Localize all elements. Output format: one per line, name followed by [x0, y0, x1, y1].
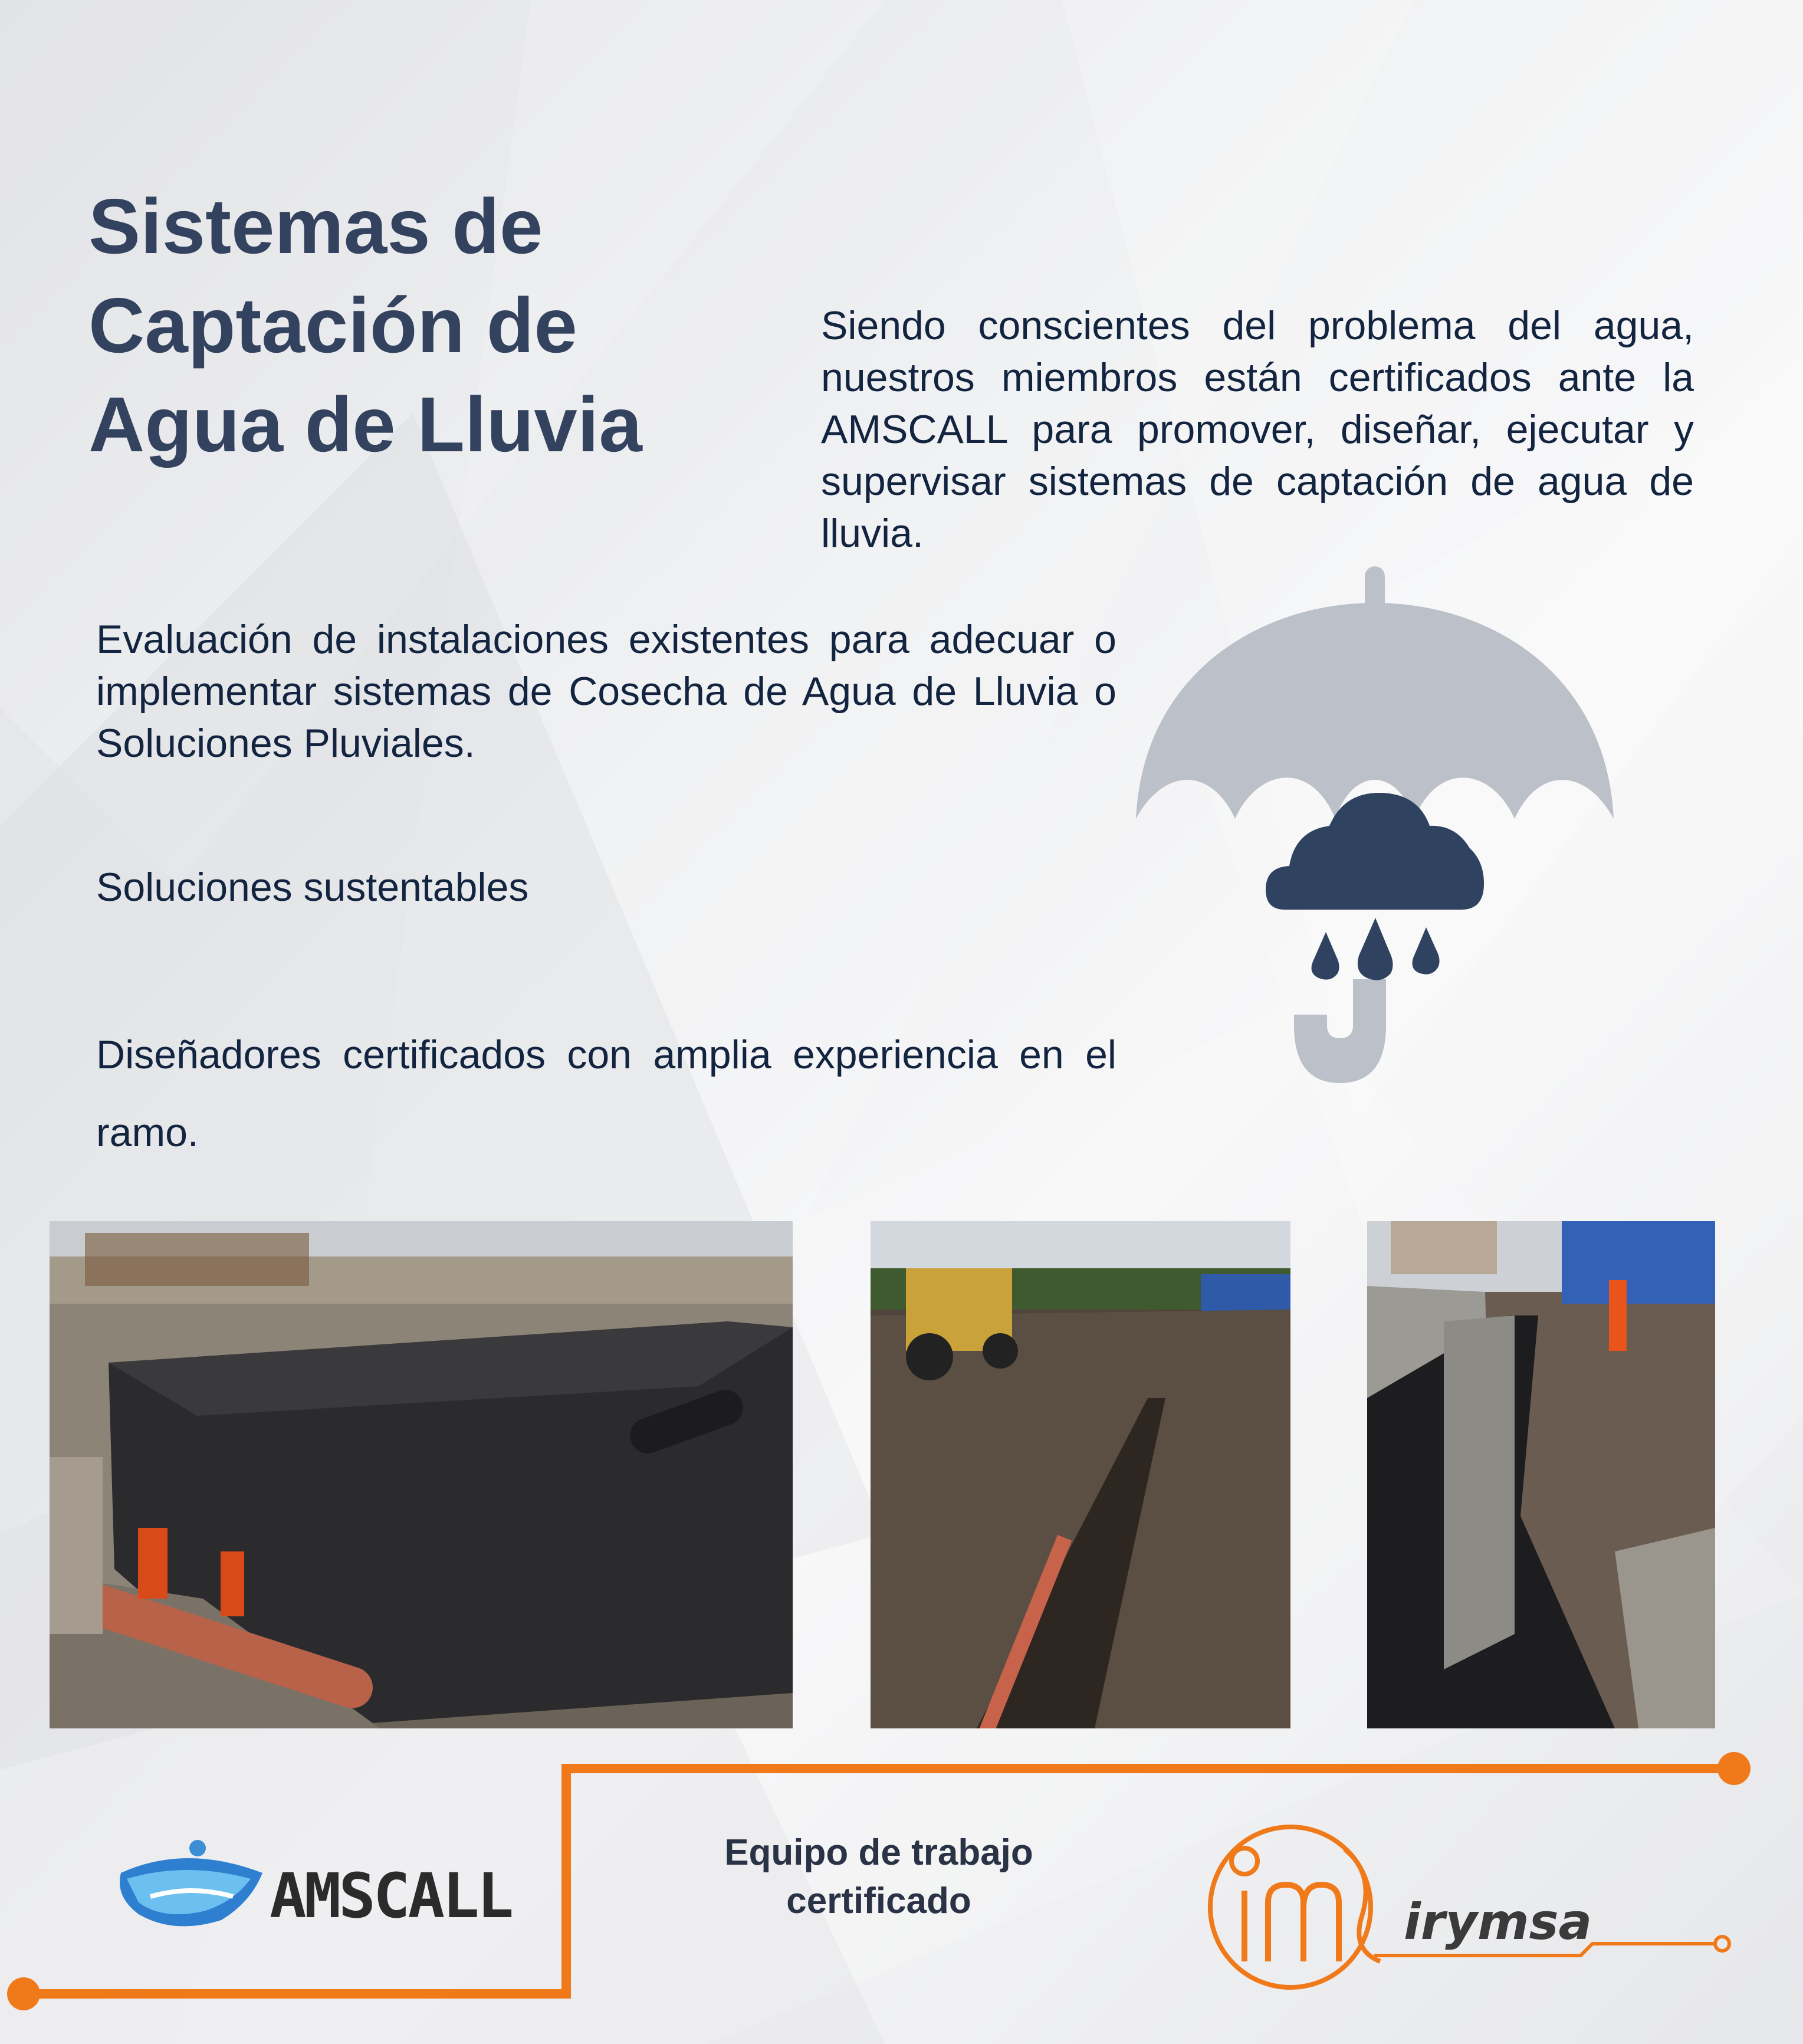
irymsa-logo — [1203, 1820, 1746, 1991]
title-line-3: Agua de Lluvia — [88, 381, 642, 468]
raindrop-icon — [1312, 932, 1339, 980]
umbrella-icon — [1131, 566, 1618, 1083]
footer-caption — [672, 1829, 1085, 1925]
photo-pipe-trench — [871, 1221, 1290, 1728]
intro-paragraph: Siendo conscientes del problema del agua, nuestros miembros están certificados ante la AMSCALL para promover, diseñar, ejecutar y supervisar sistemas de captación de agua de lluvia. — [821, 303, 1694, 556]
certified-designers-text: Diseñadores certificados con amplia experiencia en el ramo. — [96, 1032, 1116, 1155]
page-title — [88, 177, 826, 474]
title-line-1: Sistemas de — [88, 183, 543, 270]
amscall-logo-text: AMSCALL — [270, 1860, 512, 1932]
amscall-logo — [115, 1832, 516, 1938]
raindrop-icon — [1358, 918, 1393, 980]
irymsa-logo-text: irymsa — [1404, 1893, 1592, 1951]
footer-line-2: certificado — [786, 1881, 971, 1921]
title-line-2: Captación de — [88, 282, 577, 369]
photo-gravel-trench-geotextile — [1367, 1221, 1715, 1728]
evaluation-paragraph: Evaluación de instalaciones existentes para adecuar o implementar sistemas de Cosecha de Agua de Lluvia o Soluciones Pluviales. — [96, 617, 1116, 766]
sustainable-solutions-text: Soluciones sustentables — [96, 865, 529, 910]
footer-line-1: Equipo de trabajo — [724, 1832, 1033, 1873]
photo-rainwater-tank-construction — [50, 1221, 793, 1728]
raindrop-icon — [1413, 927, 1440, 975]
cloud-icon — [1266, 793, 1484, 910]
